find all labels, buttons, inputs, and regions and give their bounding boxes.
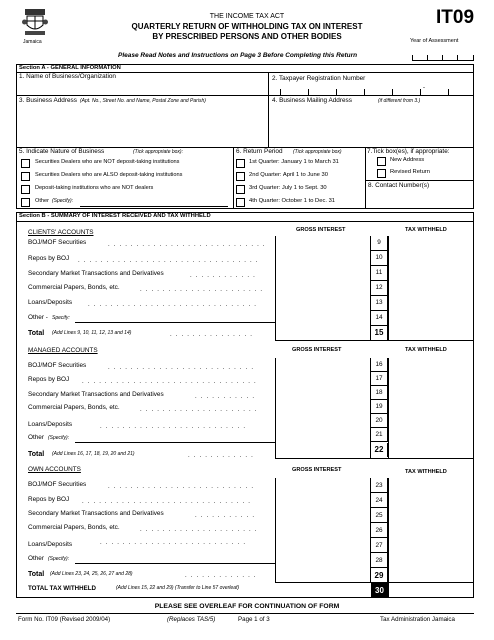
nature-other-input[interactable] <box>80 206 228 207</box>
form-code: IT09 <box>436 7 475 28</box>
line-14: 14 <box>371 311 388 326</box>
contact-number-label: 8. Contact Number(s) <box>368 182 430 189</box>
return-period-label: 6. Return Period <box>236 148 283 155</box>
line-13: 13 <box>371 296 388 311</box>
g1-gross-column[interactable] <box>275 236 371 340</box>
g2-total-hint: (Add Lines 16, 17, 18, 19, 20 and 21) <box>52 451 135 457</box>
g3-item-3: Secondary Market Transactions and Derivatives <box>28 510 164 517</box>
g3-item-2: Repos by BOJ <box>28 496 70 503</box>
g3-grid <box>275 478 474 598</box>
clients-accounts-heading: CLIENTS' ACCOUNTS <box>28 229 94 236</box>
g2-total-label: Total <box>28 451 45 458</box>
quarter-checkbox-2[interactable] <box>236 172 245 181</box>
business-address-hint: (Apt. No., Street No. and Name, Postal Zone and Parish) <box>80 98 206 104</box>
line-9: 9 <box>371 236 388 251</box>
replaces-note: (Replaces TAS/5) <box>167 616 216 623</box>
line-30: 30 <box>371 583 388 598</box>
revised-return-label: Revised Return <box>390 169 430 175</box>
line-12: 12 <box>371 281 388 296</box>
line-16: 16 <box>371 358 388 372</box>
quarter-option-2: 2nd Quarter: April 1 to June 30 <box>249 172 328 178</box>
nature-option-other: Other <box>35 198 49 204</box>
nature-other-specify: (Specify): <box>52 198 74 204</box>
return-period-hint: (Tick appropriate box) <box>293 149 342 155</box>
g1-total-hint: (Add Lines 9, 10, 11, 12, 13 and 14) <box>52 330 132 336</box>
g1-item-2: Repos by BOJ <box>28 255 70 262</box>
line-26: 26 <box>371 523 388 538</box>
grand-total-hint: (Add Lines 15, 22 and 29) (Transfer to Line 57 overleaf) <box>116 585 240 591</box>
g2-item-4: Commercial Papers, Bonds, etc. <box>28 404 120 411</box>
section-b-title: Section B - SUMMARY OF INTEREST RECEIVED AND TAX WITHHELD <box>19 213 211 219</box>
year-of-assessment-input[interactable] <box>412 52 474 61</box>
country-label: Jamaica <box>23 39 42 45</box>
g1-total-label: Total <box>28 330 45 337</box>
continuation-note: PLEASE SEE OVERLEAF FOR CONTINUATION OF FORM <box>154 603 340 610</box>
g2-item-6: Other <box>28 434 44 441</box>
g2-item-1: BOJ/MOF Securities <box>28 362 87 369</box>
instruction-text: Please Read Notes and Instructions on Page 3 Before Completing this Return <box>118 52 358 59</box>
line-19: 19 <box>371 400 388 414</box>
quarter-checkbox-4[interactable] <box>236 198 245 207</box>
tax-withheld-header-2: TAX WITHHELD <box>405 347 447 353</box>
line-29: 29 <box>371 568 388 583</box>
new-address-label: New Address <box>390 157 425 163</box>
line-17: 17 <box>371 372 388 386</box>
quarter-checkbox-3[interactable] <box>236 185 245 194</box>
page-number: Page 1 of 3 <box>238 616 270 623</box>
nature-checkbox-3[interactable] <box>21 185 30 194</box>
new-address-checkbox[interactable] <box>377 157 386 166</box>
g3-tax-column[interactable] <box>388 478 474 598</box>
g2-item-5: Loans/Deposits <box>28 421 73 428</box>
year-of-assessment-label: Year of Assessment <box>410 38 459 44</box>
gross-interest-header-3: GROSS INTEREST <box>292 467 342 473</box>
tick-boxes-label: 7.Tick box(es), if appropriate: <box>367 148 450 155</box>
grand-total-label: TOTAL TAX WITHHELD <box>28 585 96 592</box>
g2-item-2: Repos by BOJ <box>28 376 70 383</box>
g1-item-5: Loans/Deposits <box>28 299 73 306</box>
g3-item-4: Commercial Papers, Bonds, etc. <box>28 524 120 531</box>
trn-label: 2. Taxpayer Registration Number <box>272 75 366 82</box>
form-title-line1: QUARTERLY RETURN OF WITHHOLDING TAX ON INTEREST <box>131 22 363 31</box>
g2-grid <box>275 358 474 458</box>
own-accounts-heading: OWN ACCOUNTS <box>28 466 81 473</box>
line-11: 11 <box>371 266 388 281</box>
g1-grid <box>275 236 474 340</box>
g2-other-input[interactable] <box>75 442 275 443</box>
nature-checkbox-other[interactable] <box>21 198 30 207</box>
quarter-option-4: 4th Quarter: October 1 to Dec. 31 <box>249 198 336 204</box>
g1-item-4: Commercial Papers, Bonds, etc. <box>28 284 120 291</box>
gross-interest-header-1: GROSS INTEREST <box>296 227 346 233</box>
nature-of-business-hint: (Tick appropriate box): <box>133 149 183 155</box>
g2-tax-column[interactable] <box>388 358 474 458</box>
business-name-field[interactable] <box>17 82 267 94</box>
g3-item-5: Loans/Deposits <box>28 541 73 548</box>
tax-withheld-header-3: TAX WITHHELD <box>405 469 447 475</box>
g2-specify: (Specify): <box>48 435 70 441</box>
trn-input[interactable]: - <box>272 85 472 95</box>
line-25: 25 <box>371 508 388 523</box>
g1-item-3: Secondary Market Transactions and Derivatives <box>28 270 164 277</box>
line-10: 10 <box>371 251 388 266</box>
g1-specify: Specify: <box>52 315 70 321</box>
g2-item-3: Secondary Market Transactions and Derivatives <box>28 391 164 398</box>
mailing-address-field[interactable] <box>270 107 473 146</box>
g1-item-6: Other - <box>28 314 48 321</box>
g3-other-input[interactable] <box>75 563 275 564</box>
line-22: 22 <box>371 443 388 457</box>
nature-option-3: Deposit-taking institutions who are NOT dealers <box>35 185 154 191</box>
mailing-address-hint: (if different from 3.) <box>378 98 421 104</box>
g3-total-label: Total <box>28 571 45 578</box>
nature-checkbox-2[interactable] <box>21 172 30 181</box>
line-21: 21 <box>371 428 388 442</box>
mailing-address-label: 4. Business Mailing Address <box>272 97 352 104</box>
g3-item-1: BOJ/MOF Securities <box>28 481 87 488</box>
gross-interest-header-2: GROSS INTEREST <box>292 347 342 353</box>
g1-item-1: BOJ/MOF Securities <box>28 239 87 246</box>
nature-option-1: Securities Dealers who are NOT deposit-taking institutions <box>35 159 180 165</box>
line-28: 28 <box>371 553 388 568</box>
tax-withheld-header-1: TAX WITHHELD <box>405 227 447 233</box>
nature-of-business-label: 5. Indicate Nature of Business <box>19 148 105 155</box>
g3-gross-column[interactable] <box>275 478 371 582</box>
business-address-field[interactable] <box>17 107 267 146</box>
revised-return-checkbox[interactable] <box>377 169 386 178</box>
nature-checkbox-1[interactable] <box>21 159 30 168</box>
section-a-title: Section A - GENERAL INFORMATION <box>19 65 121 71</box>
act-title: THE INCOME TAX ACT <box>209 13 285 20</box>
contact-number-field[interactable] <box>367 192 473 208</box>
quarter-option-3: 3rd Quarter: July 1 to Sept. 30 <box>249 185 327 191</box>
quarter-checkbox-1[interactable] <box>236 159 245 168</box>
nature-option-2: Securities Dealers who are ALSO deposit-taking institutions <box>35 172 183 178</box>
g3-total-hint: (Add Lines 23, 24, 25, 26, 27 and 28) <box>50 571 133 577</box>
line-18: 18 <box>371 386 388 400</box>
g3-item-6: Other <box>28 555 44 562</box>
line-24: 24 <box>371 493 388 508</box>
form-number: Form No. IT09 (Revised 2009/04) <box>18 616 111 623</box>
line-27: 27 <box>371 538 388 553</box>
business-address-label: 3. Business Address <box>19 97 77 104</box>
g2-gross-column[interactable] <box>275 358 371 458</box>
quarter-option-1: 1st Quarter: January 1 to March 31 <box>249 159 339 165</box>
managed-accounts-heading: MANAGED ACCOUNTS <box>28 347 98 354</box>
business-name-label: 1. Name of Business/Organization <box>19 73 116 80</box>
form-title-line2: BY PRESCRIBED PERSONS AND OTHER BODIES <box>152 32 342 41</box>
g3-specify: (Specify): <box>48 556 70 562</box>
g1-tax-column[interactable] <box>388 236 474 340</box>
line-23: 23 <box>371 478 388 493</box>
agency-name: Tax Administration Jamaica <box>380 616 455 623</box>
line-15: 15 <box>371 326 388 340</box>
g1-other-input[interactable] <box>75 322 275 323</box>
line-20: 20 <box>371 414 388 428</box>
